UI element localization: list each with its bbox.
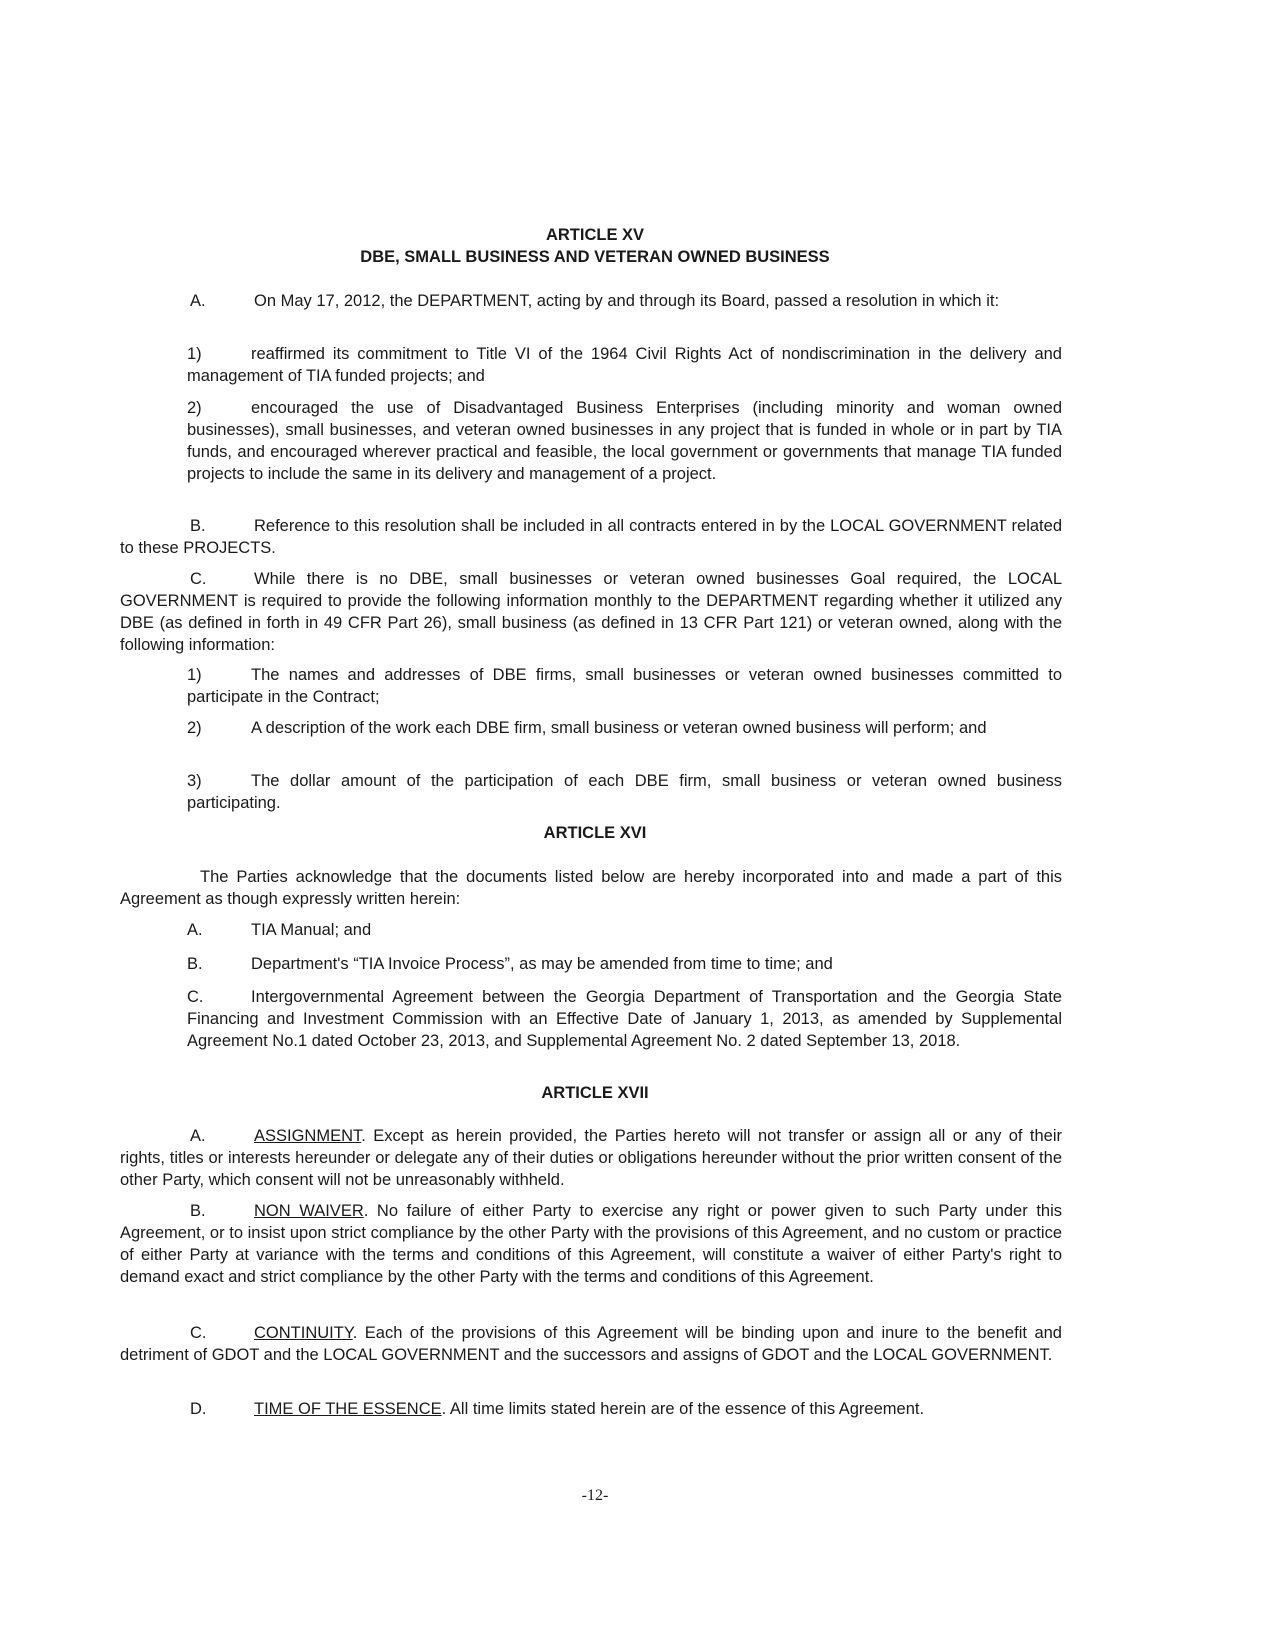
article-xvi-intro: The Parties acknowledge that the documents listed below are hereby incorporated into and made a part of this Agreement as though expressly written herein: <box>120 868 1062 908</box>
article-xvii-item-a <box>120 1125 1062 1191</box>
article-xv-paragraph-c <box>120 568 1062 656</box>
page-number: -12- <box>581 1487 609 1504</box>
item-text: encouraged the use of Disadvantaged Business Enterprises (including minority and woman owned businesses), small businesses, and veteran owned businesses in any project that is funded in whole or in part by TIA funds, and encouraged wherever practical and feasible, the local government or governments that manage TIA funded projects to include the same in its delivery and management of a project. <box>187 399 1062 483</box>
item-text: . All time limits stated herein are of the essence of this Agreement. <box>441 1400 925 1418</box>
item-heading: TIME OF THE ESSENCE <box>254 1400 442 1418</box>
item-label: 1) <box>187 345 202 363</box>
item-label: B. <box>187 955 203 973</box>
item-text: Department's “TIA Invoice Process”, as may be amended from time to time; and <box>251 955 833 973</box>
item-label: A. <box>190 1127 206 1145</box>
item-label: A. <box>187 921 203 939</box>
article-xv-a-item-1 <box>187 343 1062 387</box>
article-xv-a-item-2 <box>187 397 1062 485</box>
paragraph-label: C. <box>190 570 207 588</box>
article-xv-c-item-2 <box>187 717 1062 739</box>
paragraph-text: While there is no DBE, small businesses or veteran owned businesses Goal required, the LOCAL GOVERNMENT is required to provide the following information monthly to the DEPARTMENT regarding whether it utilized any DBE (as defined in forth in 49 CFR Part 26), small business (as defined in 13 CFR Part 121) or veteran owned, along with the following information: <box>120 570 1062 654</box>
item-heading: NON WAIVER <box>254 1202 364 1220</box>
item-label: D. <box>190 1400 207 1418</box>
article-xvi-title: ARTICLE XVI <box>543 824 647 842</box>
item-label: 2) <box>187 719 202 737</box>
article-xv-paragraph-a <box>120 290 1062 312</box>
item-label: 2) <box>187 399 202 417</box>
item-label: C. <box>190 1324 207 1342</box>
item-label: B. <box>190 1202 206 1220</box>
article-xv-paragraph-b <box>120 515 1062 559</box>
item-label: C. <box>187 988 204 1006</box>
article-xv-c-item-3 <box>187 770 1062 814</box>
article-xvi-item-c <box>187 986 1062 1052</box>
paragraph-text: On May 17, 2012, the DEPARTMENT, acting by and through its Board, passed a resolution in which it: <box>254 292 1000 310</box>
item-text: A description of the work each DBE firm, small business or veteran owned business will perform; and <box>251 719 987 737</box>
article-xvii-title: ARTICLE XVII <box>541 1084 649 1102</box>
item-heading: CONTINUITY <box>254 1324 353 1342</box>
item-text: The names and addresses of DBE firms, small businesses or veteran owned businesses committed to participate in the Contract; <box>187 666 1062 706</box>
article-xvii-item-b <box>120 1200 1062 1288</box>
item-text: reaffirmed its commitment to Title VI of the 1964 Civil Rights Act of nondiscrimination in the delivery and management of TIA funded projects; and <box>187 345 1062 385</box>
item-text: . Each of the provisions of this Agreement will be binding upon and inure to the benefit and detriment of GDOT and the LOCAL GOVERNMENT and the successors and assigns of GDOT and the LOCAL GOVERNMENT. <box>120 1324 1062 1364</box>
paragraph-label: B. <box>190 517 206 535</box>
article-xv-c-item-1 <box>187 664 1062 708</box>
paragraph-label: A. <box>190 292 206 310</box>
article-xvii-item-c <box>120 1322 1062 1366</box>
article-xvi-item-b <box>187 953 1062 975</box>
item-text: Intergovernmental Agreement between the Georgia Department of Transportation and the Georgia State Financing and Investment Commission with an Effective Date of January 1, 2013, as amended by Supplemental Agreement No.1 dated October 23, 2013, and Supplemental Agreement No. 2 dated September 13, 2018. <box>187 988 1062 1050</box>
item-text: The dollar amount of the participation of each DBE firm, small business or veteran owned business participating. <box>187 772 1062 812</box>
article-xv-title: ARTICLE XV <box>545 226 645 244</box>
item-text: . Except as herein provided, the Parties hereto will not transfer or assign all or any of their rights, titles or interests hereunder or delegate any of their duties or obligations hereunder without the prior written consent of the other Party, which consent will not be unreasonably withheld. <box>120 1127 1062 1189</box>
paragraph-text: Reference to this resolution shall be included in all contracts entered in by the LOCAL GOVERNMENT related to these PROJECTS. <box>120 517 1062 557</box>
item-heading: ASSIGNMENT <box>254 1127 362 1145</box>
article-xvi-item-a <box>187 919 1062 941</box>
item-text: . No failure of either Party to exercise any right or power given to such Party under this Agreement, or to insist upon strict compliance by the other Party with the provisions of this Agreement, and no custom or practice of either Party at variance with the terms and conditions of this Agreement, will constitute a waiver of either Party's right to demand exact and strict compliance by the other Party with the terms and conditions of this Agreement. <box>120 1202 1062 1286</box>
article-xvii-item-d <box>120 1398 1062 1420</box>
item-label: 1) <box>187 666 202 684</box>
item-text: TIA Manual; and <box>251 921 372 939</box>
article-xv-subtitle: DBE, SMALL BUSINESS AND VETERAN OWNED BUSINESS <box>360 248 830 266</box>
item-label: 3) <box>187 772 202 790</box>
